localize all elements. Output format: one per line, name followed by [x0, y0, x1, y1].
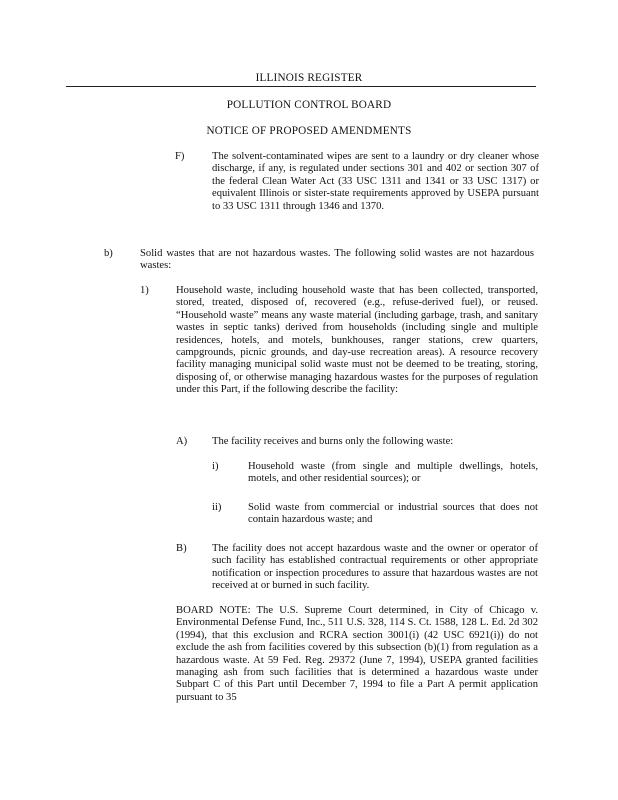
item-ii-label: ii)	[212, 502, 222, 513]
header-rule	[66, 86, 536, 87]
register-title: ILLINOIS REGISTER	[255, 72, 363, 84]
board-note: BOARD NOTE: The U.S. Supreme Court determined, in City of Chicago v. Environmental Defense Fund, Inc., 511 U.S. 328, 114 S. Ct. 1588, 128 L. Ed. 2d 302 (1994), that this exclusion and RCRA section 3001(i) (42 USC 6921(i)) do not exclude the ash from facilities covered by this subsection (b)(1) from regulation as a hazardous waste. At 59 Fed. Reg. 29372 (June 7, 1994), USEPA granted facilities managing ash from such facilities that is determined a hazardous waste under Subpart C of this Part until December 7, 1994 to file a Part A permit application pursuant to 35	[176, 605, 538, 703]
item-ii-text: Solid waste from commercial or industrial sources that does not contain hazardous waste; and	[248, 502, 538, 526]
item-b-label: b)	[104, 248, 113, 259]
board-title: POLLUTION CONTROL BOARD	[226, 99, 392, 111]
item-f-label: F)	[175, 151, 185, 162]
item-1-text: Household waste, including household waste that has been collected, transported, stored, treated, disposed of, recovered (e.g., refuse-derived fuel), or reused. “Household waste” means any waste material (including garbage, trash, and sanitary wastes in septic tanks) derived from households (including single and multiple residences, hotels, and motels, bunkhouses, ranger stations, crew quarters, campgrounds, picnic grounds, and day-use recreation areas). A resource recovery facility managing municipal solid waste must not be deemed to be treating, storing, disposing of, or otherwise managing hazardous wastes for the purposes of regulation under this Part, if the following describe the facility:	[176, 285, 538, 396]
item-1-label: 1)	[140, 285, 149, 296]
item-i-label: i)	[212, 461, 219, 472]
item-b-upper-label: B)	[176, 543, 187, 554]
item-f-text: The solvent-contaminated wipes are sent to a laundry or dry cleaner whose discharge, if any, is regulated under sections 301 and 402 or section 307 of the federal Clean Water Act (33 USC 1311 and 1341 or 33 USC 1317) or equivalent Illinois or sister-state requirements approved by USEPA pursuant to 33 USC 1311 through 1346 and 1370.	[212, 151, 539, 212]
item-i-text: Household waste (from single and multiple dwellings, hotels, motels, and other residential sources); or	[248, 461, 538, 485]
item-b-upper-text: The facility does not accept hazardous waste and the owner or operator of such facility has established contractual requirements or other appropriate notification or inspection procedures to assure that hazardous wastes are not received at or burned in such facility.	[212, 543, 538, 592]
notice-title: NOTICE OF PROPOSED AMENDMENTS	[206, 125, 412, 137]
item-a-label: A)	[176, 436, 188, 447]
item-b-text: Solid wastes that are not hazardous wastes. The following solid wastes are not hazardous wastes:	[140, 248, 534, 272]
item-a-text: The facility receives and burns only the following waste:	[212, 436, 454, 447]
